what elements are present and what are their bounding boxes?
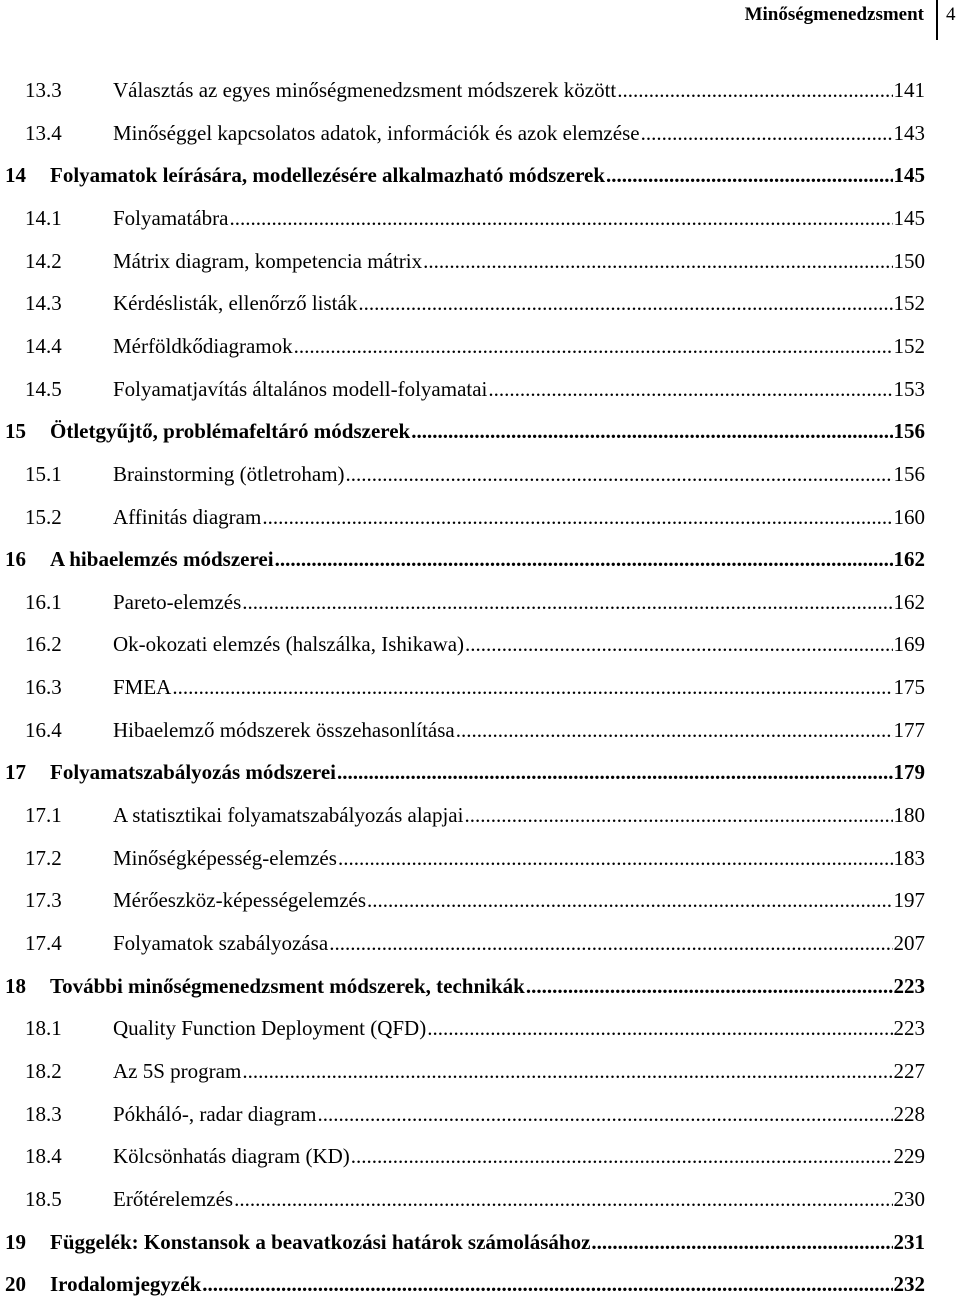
toc-entry-title: Folyamatjavítás általános modell-folyamatai: [113, 376, 488, 401]
toc-dot-leader: [488, 374, 892, 404]
toc-entry[interactable]: [25, 587, 925, 617]
toc-entry-page: 141: [893, 78, 925, 102]
toc-entry-page: 228: [893, 1101, 925, 1126]
toc-entry-title: A hibaelemzés módszerei: [50, 547, 274, 572]
toc-entry-number: 16.1: [25, 589, 62, 614]
toc-entry-title: Folyamatábra: [113, 205, 229, 230]
toc-dot-leader: [367, 885, 892, 915]
toc-entry-page: 223: [893, 1016, 925, 1041]
toc-entry-number: 15: [5, 419, 26, 444]
toc-entry-number: 14.4: [25, 333, 62, 358]
toc-entry-title: Kölcsönhatás diagram (KD): [113, 1144, 350, 1169]
toc-entry-page: 232: [893, 1272, 925, 1297]
toc-entry-number: 20: [5, 1272, 26, 1297]
toc-dot-leader: [202, 1269, 892, 1299]
toc-entry-title: Affinitás diagram: [113, 504, 262, 529]
header-divider: [936, 0, 938, 40]
toc-dot-leader: [411, 416, 892, 446]
toc-entry-number: 17: [5, 760, 26, 785]
toc-entry-number: 13.4: [25, 120, 62, 145]
toc-entry-number: 18.5: [25, 1186, 62, 1211]
toc-entry-title: Az 5S program: [113, 1058, 242, 1083]
toc-dot-leader: [262, 502, 892, 532]
toc-entry-title: Minőséggel kapcsolatos adatok, információk és azok elemzése: [113, 120, 640, 145]
toc-entry-page: 180: [893, 803, 925, 828]
header-title: Minőségmenedzsment: [744, 4, 924, 25]
toc-entry-title: Kérdéslisták, ellenőrző listák: [113, 291, 358, 316]
toc-entry[interactable]: [25, 502, 925, 532]
toc-entry-title: Folyamatszabályozás módszerei: [50, 760, 336, 785]
toc-entry-title: Ok-okozati elemzés (halszálka, Ishikawa): [113, 632, 465, 657]
toc-entry-number: 15.1: [25, 461, 62, 486]
toc-dot-leader: [294, 331, 893, 361]
toc-entry-number: 18.3: [25, 1101, 62, 1126]
toc-entry-number: 17.4: [25, 931, 62, 955]
toc-entry-number: 16.3: [25, 675, 62, 700]
toc-entry-page: 169: [893, 632, 925, 657]
toc-entry-title: Választás az egyes minőségmenedzsment módszerek között: [113, 78, 617, 102]
toc-entry[interactable]: [5, 416, 925, 446]
toc-entry-page: 160: [893, 504, 925, 529]
toc-dot-leader: [358, 288, 892, 318]
toc-entry-page: 230: [893, 1186, 925, 1211]
toc-entry-title: FMEA: [113, 675, 172, 700]
toc-entry-number: 16.4: [25, 717, 62, 742]
toc-dot-leader: [641, 118, 893, 148]
toc-dot-leader: [338, 843, 893, 873]
toc-entry-title: Folyamatok szabályozása: [113, 931, 329, 955]
toc-entry[interactable]: [25, 1184, 925, 1214]
toc-entry-number: 17.1: [25, 803, 62, 828]
toc-entry[interactable]: [5, 160, 925, 190]
toc-entry[interactable]: [25, 1099, 925, 1129]
toc-entry[interactable]: [5, 1269, 925, 1299]
toc-entry[interactable]: [25, 715, 925, 745]
toc-entry[interactable]: [25, 459, 925, 489]
toc-dot-leader: [346, 459, 893, 489]
toc-entry-title: További minőségmenedzsment módszerek, technikák: [50, 973, 525, 998]
toc-entry-title: Ötletgyűjtő, problémafeltáró módszerek: [50, 419, 411, 444]
toc-dot-leader: [617, 75, 892, 105]
toc-entry[interactable]: [25, 928, 925, 958]
toc-entry-number: 17.3: [25, 888, 62, 913]
toc-entry-title: Erőtérelemzés: [113, 1186, 234, 1211]
toc-entry-page: 153: [893, 376, 925, 401]
toc-entry[interactable]: [5, 544, 925, 574]
toc-entry-title: Mérőeszköz-képességelemzés: [113, 888, 367, 913]
toc-entry-number: 18.1: [25, 1016, 62, 1041]
toc-entry-title: A statisztikai folyamatszabályozás alapjai: [113, 803, 464, 828]
toc-entry[interactable]: [25, 288, 925, 318]
toc-entry-page: 229: [893, 1144, 925, 1169]
toc-entry-page: 152: [893, 333, 925, 358]
toc-entry-page: 175: [893, 675, 925, 700]
toc-entry[interactable]: [25, 672, 925, 702]
toc-entry-page: 162: [893, 589, 925, 614]
toc-dot-leader: [526, 971, 893, 1001]
toc-entry-page: 145: [893, 163, 925, 188]
toc-entry-number: 14.5: [25, 376, 62, 401]
toc-dot-leader: [172, 672, 892, 702]
toc-entry-page: 177: [893, 717, 925, 742]
toc-entry-title: Quality Function Deployment (QFD): [113, 1016, 427, 1041]
toc-dot-leader: [275, 544, 893, 574]
toc-dot-leader: [229, 203, 892, 233]
toc-entry-title: Minőségképesség-elemzés: [113, 845, 337, 870]
toc-dot-leader: [242, 587, 892, 617]
toc-entry[interactable]: [5, 757, 925, 787]
toc-entry-page: 207: [893, 931, 925, 955]
toc-entry[interactable]: [25, 1056, 925, 1086]
toc-entry[interactable]: [25, 800, 925, 830]
toc-entry-page: 183: [893, 845, 925, 870]
toc-dot-leader: [329, 928, 892, 958]
toc-entry-page: 227: [893, 1058, 925, 1083]
toc-entry-number: 15.2: [25, 504, 62, 529]
toc-dot-leader: [423, 246, 892, 276]
toc-entry-number: 14: [5, 163, 26, 188]
toc-entry[interactable]: [5, 971, 925, 1001]
toc-entry-number: 14.3: [25, 291, 62, 316]
toc-entry-title: Brainstorming (ötletroham): [113, 461, 345, 486]
toc-entry-number: 14.2: [25, 248, 62, 273]
toc-dot-leader: [337, 757, 893, 787]
toc-entry-page: 223: [893, 973, 925, 998]
toc-entry[interactable]: [25, 1013, 925, 1043]
toc-entry-page: 231: [893, 1229, 925, 1254]
toc-dot-leader: [464, 800, 892, 830]
toc-dot-leader: [456, 715, 893, 745]
toc-entry-number: 16.2: [25, 632, 62, 657]
toc-entry-number: 17.2: [25, 845, 62, 870]
toc-entry-number: 19: [5, 1229, 26, 1254]
page-header: [0, 0, 960, 40]
toc-dot-leader: [591, 1227, 892, 1257]
toc-entry-title: Irodalomjegyzék: [50, 1272, 202, 1297]
toc-dot-leader: [465, 629, 892, 659]
toc-entry[interactable]: [25, 374, 925, 404]
toc-entry-page: 143: [893, 120, 925, 145]
toc-entry[interactable]: [25, 843, 925, 873]
toc-entry-page: 150: [893, 248, 925, 273]
toc-entry-title: Mátrix diagram, kompetencia mátrix: [113, 248, 423, 273]
toc-entry[interactable]: [25, 331, 925, 361]
toc-entry-page: 156: [893, 461, 925, 486]
toc-dot-leader: [606, 160, 892, 190]
toc-entry[interactable]: [25, 246, 925, 276]
toc-entry-title: Pareto-elemzés: [113, 589, 242, 614]
toc-entry[interactable]: [25, 118, 925, 148]
toc-dot-leader: [242, 1056, 892, 1086]
toc-entry-page: 197: [893, 888, 925, 913]
toc-dot-leader: [351, 1141, 893, 1171]
toc-entry-page: 162: [893, 547, 925, 572]
header-page-number: 4: [946, 4, 956, 25]
toc-entry[interactable]: [5, 1227, 925, 1257]
toc-entry-number: 14.1: [25, 205, 62, 230]
toc-entry[interactable]: [25, 203, 925, 233]
toc-entry-title: Hibaelemző módszerek összehasonlítása: [113, 717, 455, 742]
toc-entry-title: Függelék: Konstansok a beavatkozási határok számolásához: [50, 1229, 591, 1254]
toc-entry[interactable]: [25, 629, 925, 659]
toc-entry-page: 152: [893, 291, 925, 316]
toc-dot-leader: [427, 1013, 892, 1043]
toc-entry-number: 13.3: [25, 78, 62, 102]
toc-entry-number: 16: [5, 547, 26, 572]
toc-entry[interactable]: [25, 885, 925, 915]
toc-entry-number: 18: [5, 973, 26, 998]
toc-entry-title: Pókháló-, radar diagram: [113, 1101, 317, 1126]
toc-entry-page: 145: [893, 205, 925, 230]
toc-dot-leader: [318, 1099, 893, 1129]
toc-entry-title: Folyamatok leírására, modellezésére alkalmazható módszerek: [50, 163, 606, 188]
toc-entry[interactable]: [25, 75, 925, 105]
toc-entry[interactable]: [25, 1141, 925, 1171]
toc-entry-number: 18.4: [25, 1144, 62, 1169]
toc-entry-page: 179: [893, 760, 925, 785]
toc-entry-number: 18.2: [25, 1058, 62, 1083]
toc-dot-leader: [234, 1184, 892, 1214]
toc-entry-title: Mérföldkődiagramok: [113, 333, 293, 358]
toc-entry-page: 156: [893, 419, 925, 444]
